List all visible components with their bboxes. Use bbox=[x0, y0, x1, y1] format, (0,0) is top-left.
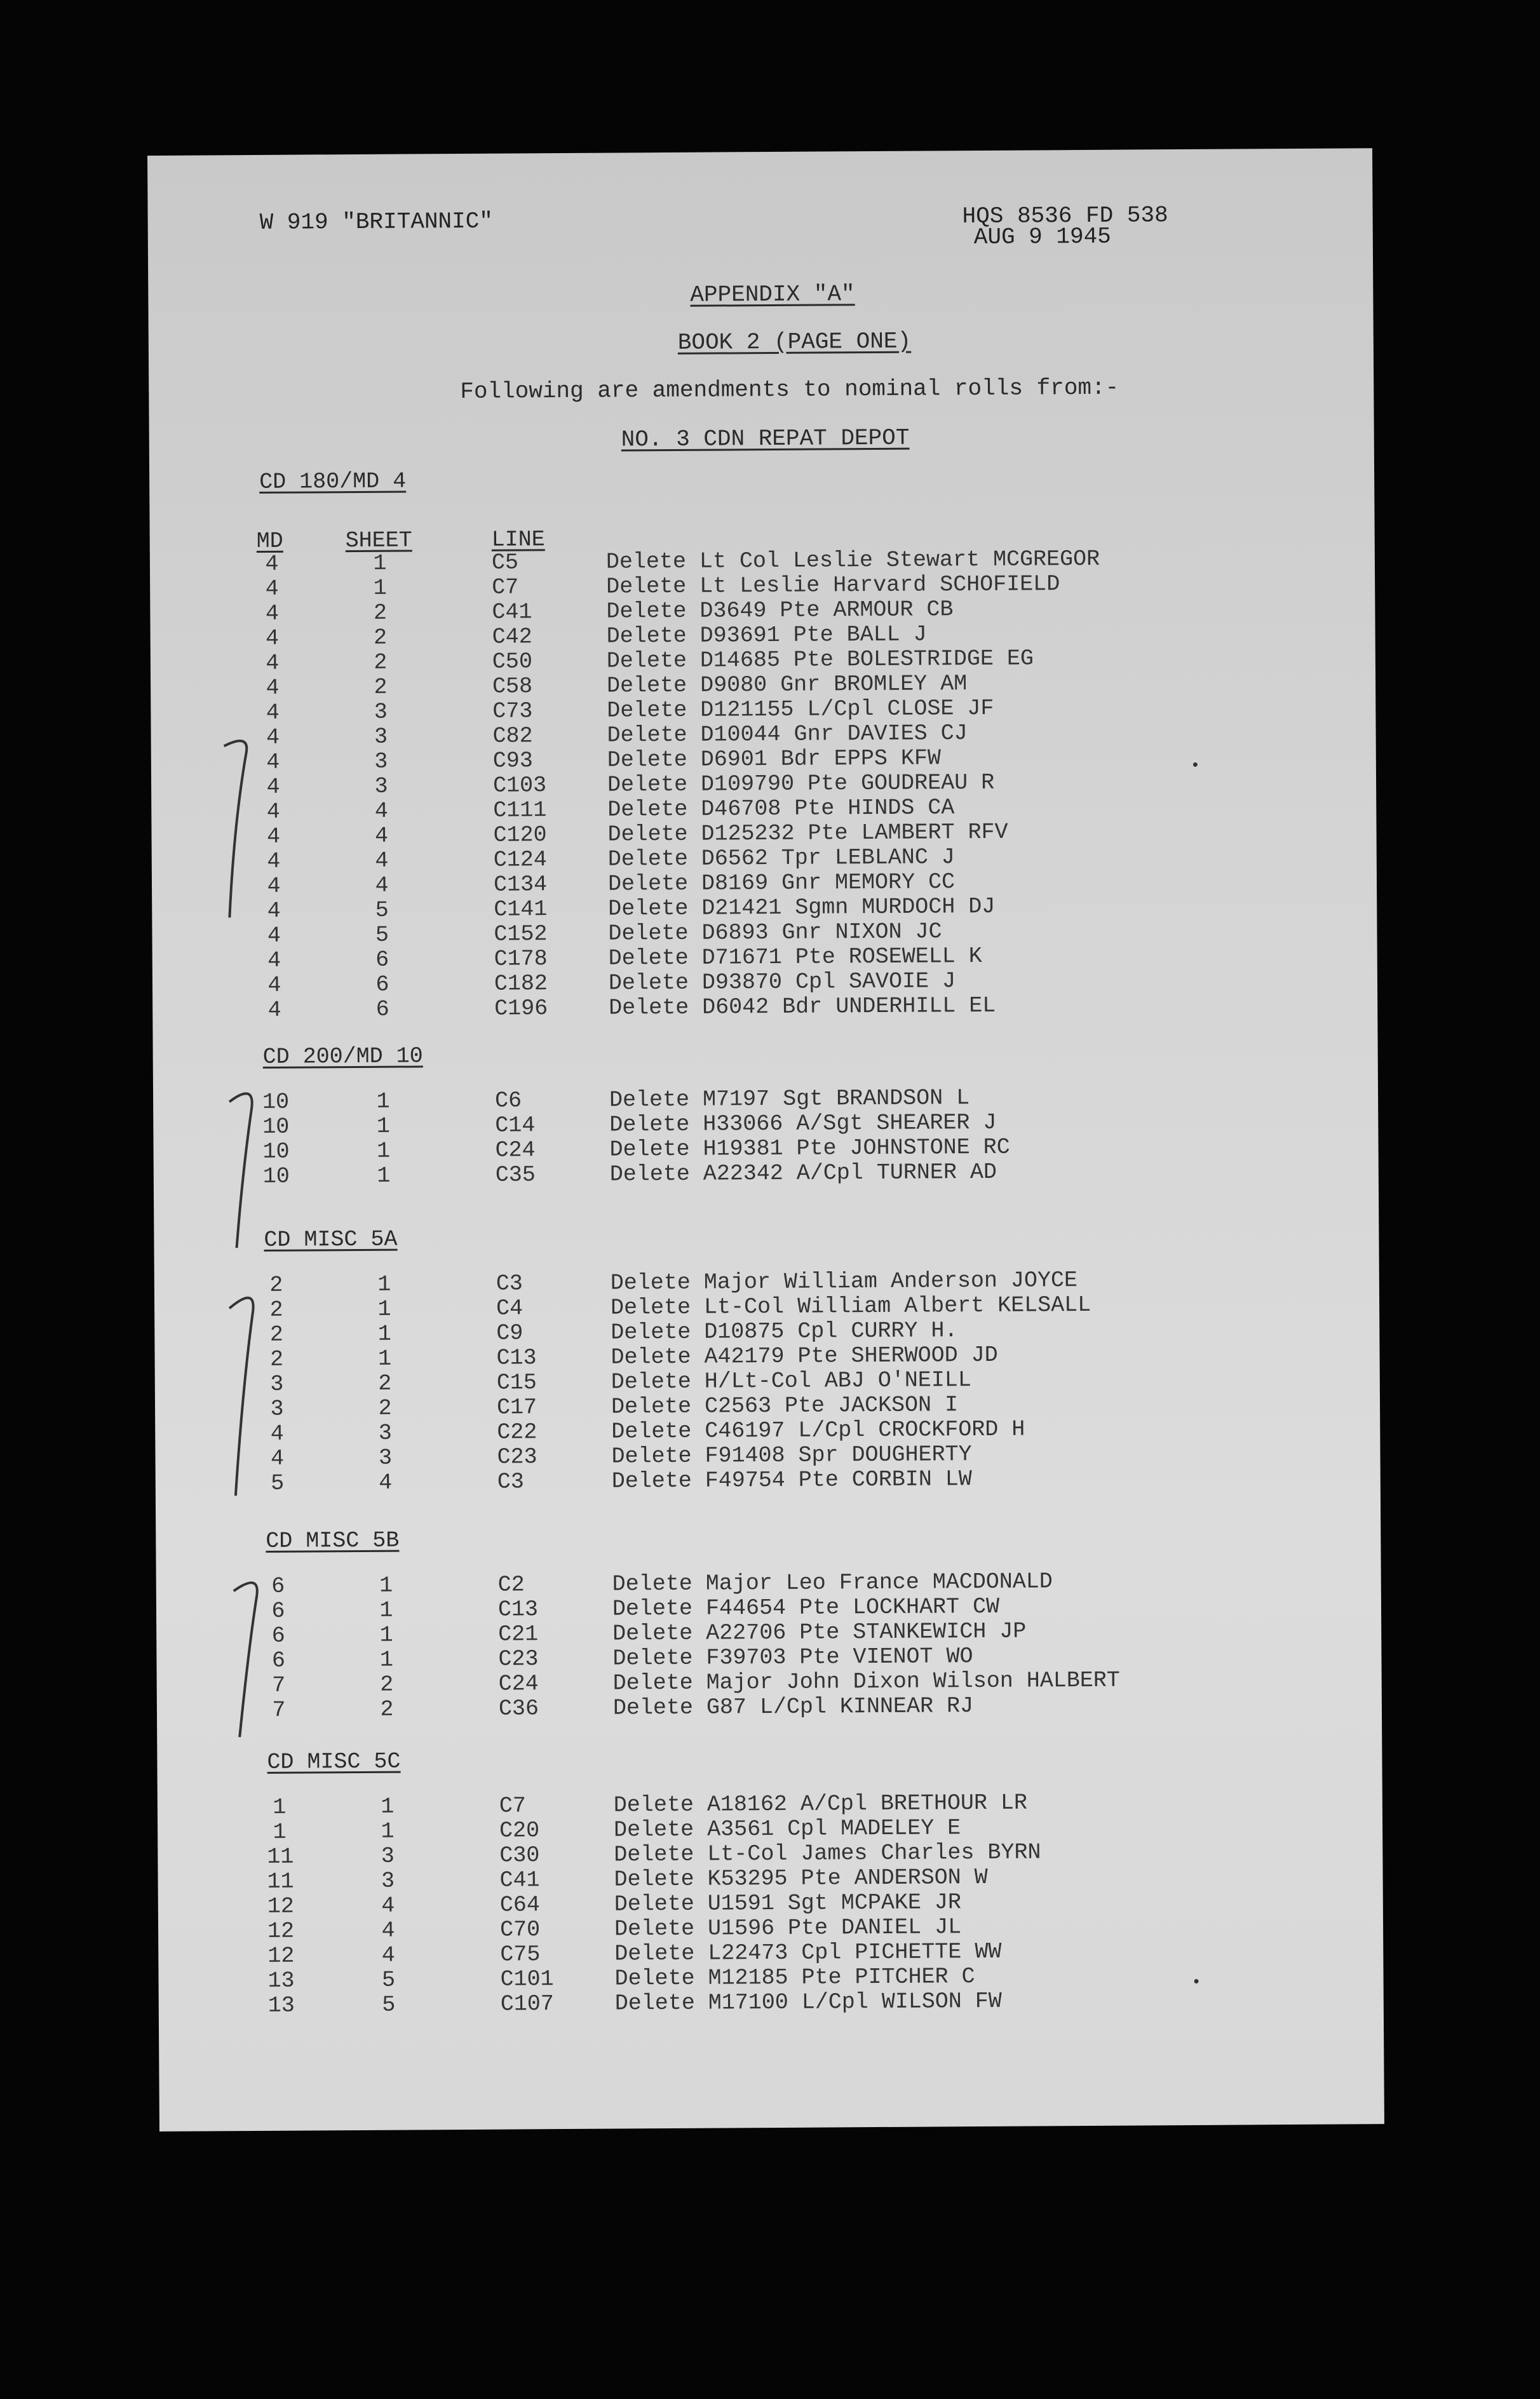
amendment-text: Delete F39703 Pte VIENOT WO bbox=[612, 1644, 973, 1672]
sheet-cell: 4 bbox=[374, 798, 388, 824]
md-cell: 2 bbox=[269, 1346, 284, 1372]
amendment-text: Delete A18162 A/Cpl BRETHOUR LR bbox=[613, 1790, 1028, 1818]
line-cell: C9 bbox=[496, 1320, 523, 1346]
line-cell: C124 bbox=[493, 847, 547, 873]
sheet-cell: 4 bbox=[375, 872, 389, 898]
header-reference: HQS 8536 FD 538 bbox=[962, 202, 1168, 230]
sheet-cell: 2 bbox=[378, 1395, 392, 1421]
md-cell: 6 bbox=[271, 1598, 285, 1624]
md-cell: 4 bbox=[266, 724, 280, 750]
handwritten-check-marks bbox=[189, 727, 271, 1808]
paper-speck bbox=[1193, 762, 1198, 767]
sheet-cell: 3 bbox=[378, 1420, 392, 1446]
md-cell: 10 bbox=[262, 1089, 290, 1115]
amendment-text: Delete D6042 Bdr UNDERHILL EL bbox=[609, 992, 996, 1021]
line-cell: C134 bbox=[493, 872, 548, 898]
md-cell: 13 bbox=[267, 1968, 295, 1994]
line-cell: C5 bbox=[491, 550, 519, 576]
md-cell: 4 bbox=[266, 799, 280, 825]
line-cell: C141 bbox=[494, 896, 548, 922]
md-cell: 13 bbox=[267, 1992, 295, 2018]
sheet-cell: 1 bbox=[376, 1088, 390, 1114]
sheet-cell: 2 bbox=[374, 649, 388, 675]
line-cell: C152 bbox=[494, 921, 548, 947]
amendment-text: Delete D93691 Pte BALL J bbox=[606, 621, 927, 649]
amendment-text: Delete U1596 Pte DANIEL JL bbox=[614, 1914, 962, 1942]
md-cell: 6 bbox=[271, 1623, 285, 1649]
amendment-text: Delete D71671 Pte ROSEWELL K bbox=[608, 943, 982, 971]
amendment-text: Delete Lt Leslie Harvard SCHOFIELD bbox=[606, 571, 1060, 600]
amendment-text: Delete M7197 Sgt BRANDSON L bbox=[609, 1085, 970, 1113]
md-cell: 4 bbox=[266, 650, 280, 676]
sheet-cell: 1 bbox=[379, 1622, 393, 1648]
line-cell: C103 bbox=[492, 773, 547, 799]
amendment-text: Delete Major William Anderson JOYCE bbox=[610, 1267, 1078, 1296]
amendment-text: Delete M12185 Pte PITCHER C bbox=[614, 1964, 975, 1992]
line-cell: C64 bbox=[499, 1892, 540, 1918]
md-cell: 11 bbox=[267, 1869, 294, 1895]
md-cell: 10 bbox=[262, 1114, 290, 1140]
line-cell: C13 bbox=[497, 1597, 539, 1623]
md-cell: 4 bbox=[267, 848, 281, 874]
line-cell: C120 bbox=[493, 822, 547, 848]
line-cell: C41 bbox=[499, 1867, 540, 1893]
book-title: BOOK 2 (PAGE ONE) bbox=[677, 328, 912, 356]
line-cell: C22 bbox=[497, 1419, 537, 1445]
amendment-text: Delete H/Lt-Col ABJ O'NEILL bbox=[611, 1367, 972, 1395]
amendment-text: Delete D10044 Gnr DAVIES CJ bbox=[607, 720, 968, 748]
line-cell: C7 bbox=[492, 574, 519, 600]
sheet-cell: 6 bbox=[375, 996, 389, 1022]
section-title: CD MISC 5A bbox=[264, 1226, 398, 1253]
amendment-text: Delete G87 L/Cpl KINNEAR RJ bbox=[612, 1693, 974, 1721]
sheet-cell: 1 bbox=[377, 1296, 391, 1322]
header-left: W 919 "BRITANNIC" bbox=[259, 208, 494, 236]
sheet-cell: 2 bbox=[374, 625, 388, 651]
sheet-cell: 3 bbox=[378, 1445, 393, 1471]
line-cell: C101 bbox=[500, 1966, 554, 1992]
column-header-sheet: SHEET bbox=[345, 527, 412, 554]
md-cell: 2 bbox=[269, 1321, 283, 1348]
amendment-text: Delete D3649 Pte ARMOUR CB bbox=[606, 597, 954, 625]
sheet-cell: 5 bbox=[382, 1992, 396, 2018]
amendment-text: Delete Major John Dixon Wilson HALBERT bbox=[612, 1667, 1120, 1696]
md-cell: 12 bbox=[267, 1943, 295, 1969]
amendment-text: Delete L22473 Cpl PICHETTE WW bbox=[614, 1938, 1002, 1967]
line-cell: C24 bbox=[498, 1671, 539, 1697]
md-cell: 4 bbox=[267, 922, 281, 949]
amendment-text: Delete D21421 Sgmn MURDOCH DJ bbox=[608, 893, 996, 922]
sheet-cell: 3 bbox=[374, 773, 388, 799]
amendment-text: Delete Major Leo France MACDONALD bbox=[612, 1569, 1053, 1597]
md-cell: 10 bbox=[262, 1139, 290, 1165]
md-cell: 4 bbox=[265, 576, 279, 602]
depot-title: NO. 3 CDN REPAT DEPOT bbox=[621, 424, 910, 453]
amendment-text: Delete C46197 L/Cpl CROCKFORD H bbox=[611, 1416, 1025, 1445]
section-title: CD MISC 5C bbox=[267, 1748, 401, 1775]
sheet-cell: 4 bbox=[379, 1470, 393, 1496]
amendment-text: Delete A22342 A/Cpl TURNER AD bbox=[609, 1159, 997, 1187]
sheet-cell: 1 bbox=[379, 1572, 393, 1598]
sheet-cell: 6 bbox=[375, 947, 389, 973]
sheet-cell: 1 bbox=[379, 1597, 393, 1623]
md-cell: 4 bbox=[270, 1421, 284, 1447]
md-cell: 4 bbox=[266, 625, 280, 651]
amendment-text: Delete F91408 Spr DOUGHERTY bbox=[611, 1442, 972, 1470]
sheet-cell: 3 bbox=[374, 699, 388, 725]
section-title: CD 200/MD 10 bbox=[262, 1043, 423, 1070]
md-cell: 4 bbox=[266, 774, 280, 800]
sheet-cell: 1 bbox=[381, 1794, 395, 1820]
line-cell: C3 bbox=[497, 1469, 524, 1495]
sheet-cell: 1 bbox=[377, 1271, 391, 1297]
amendment-text: Delete K53295 Pte ANDERSON W bbox=[614, 1864, 988, 1893]
sheet-cell: 1 bbox=[377, 1163, 391, 1189]
amendment-text: Delete A22706 Pte STANKEWICH JP bbox=[612, 1618, 1027, 1647]
sheet-cell: 6 bbox=[375, 971, 389, 997]
sheet-cell: 1 bbox=[373, 550, 387, 576]
amendment-text: Delete U1591 Sgt MCPAKE JR bbox=[614, 1889, 962, 1917]
sheet-cell: 1 bbox=[373, 575, 387, 601]
amendment-text: Delete H33066 A/Sgt SHEARER J bbox=[609, 1109, 997, 1138]
md-cell: 7 bbox=[272, 1697, 286, 1723]
sheet-cell: 2 bbox=[380, 1672, 394, 1698]
sheet-cell: 3 bbox=[381, 1868, 395, 1894]
line-cell: C82 bbox=[492, 723, 533, 749]
line-cell: C23 bbox=[498, 1646, 539, 1672]
md-cell: 2 bbox=[269, 1272, 283, 1298]
sheet-cell: 5 bbox=[375, 897, 389, 923]
md-cell: 4 bbox=[265, 551, 279, 577]
line-cell: C41 bbox=[492, 599, 532, 625]
md-cell: 3 bbox=[270, 1396, 284, 1422]
line-cell: C35 bbox=[495, 1162, 536, 1188]
sheet-cell: 1 bbox=[376, 1113, 390, 1139]
document-page bbox=[147, 148, 1384, 2132]
amendment-text: Delete D109790 Pte GOUDREAU R bbox=[607, 769, 995, 798]
line-cell: C111 bbox=[493, 797, 547, 823]
sheet-cell: 4 bbox=[381, 1917, 395, 1943]
line-cell: C3 bbox=[496, 1271, 523, 1297]
md-cell: 4 bbox=[266, 823, 281, 849]
sheet-cell: 2 bbox=[380, 1696, 394, 1722]
sheet-cell: 2 bbox=[374, 674, 388, 700]
column-header-line: LINE bbox=[491, 527, 545, 553]
md-cell: 11 bbox=[267, 1844, 294, 1870]
column-header-md: MD bbox=[256, 528, 283, 554]
md-cell: 3 bbox=[270, 1371, 284, 1397]
md-cell: 4 bbox=[265, 600, 280, 626]
md-cell: 7 bbox=[272, 1672, 286, 1698]
md-cell: 10 bbox=[262, 1163, 290, 1189]
md-cell: 1 bbox=[273, 1794, 287, 1820]
section-title: CD MISC 5B bbox=[266, 1527, 400, 1554]
md-cell: 2 bbox=[269, 1297, 283, 1323]
amendment-text: Delete Lt-Col James Charles BYRN bbox=[614, 1839, 1041, 1868]
md-cell: 4 bbox=[266, 699, 280, 726]
md-cell: 4 bbox=[267, 873, 281, 899]
md-cell: 5 bbox=[271, 1470, 285, 1496]
line-cell: C73 bbox=[492, 698, 533, 724]
md-cell: 4 bbox=[267, 997, 281, 1023]
md-cell: 4 bbox=[266, 675, 280, 701]
intro-text: Following are amendments to nominal rolls from:- bbox=[460, 374, 1119, 405]
line-cell: C7 bbox=[499, 1793, 527, 1819]
header-date: AUG 9 1945 bbox=[973, 223, 1111, 251]
line-cell: C14 bbox=[495, 1112, 536, 1139]
paper-speck bbox=[1194, 1979, 1199, 1983]
amendment-text: Delete F44654 Pte LOCKHART CW bbox=[612, 1593, 1000, 1622]
line-cell: C93 bbox=[492, 748, 533, 774]
amendment-text: Delete C2563 Pte JACKSON I bbox=[611, 1392, 959, 1420]
line-cell: C196 bbox=[494, 996, 548, 1022]
sheet-cell: 1 bbox=[379, 1647, 394, 1673]
md-cell: 6 bbox=[271, 1647, 286, 1673]
line-cell: C15 bbox=[496, 1370, 537, 1396]
amendment-text: Delete D6562 Tpr LEBLANC J bbox=[607, 844, 955, 872]
sheet-cell: 3 bbox=[374, 724, 388, 750]
line-cell: C13 bbox=[496, 1345, 537, 1371]
line-cell: C23 bbox=[497, 1444, 537, 1470]
section-title: CD 180/MD 4 bbox=[259, 468, 407, 495]
sheet-cell: 3 bbox=[381, 1843, 395, 1869]
line-cell: C6 bbox=[494, 1088, 522, 1114]
sheet-cell: 4 bbox=[381, 1942, 395, 1968]
md-cell: 6 bbox=[271, 1573, 285, 1599]
line-cell: C107 bbox=[500, 1991, 554, 2017]
amendment-text: Delete Lt-Col William Albert KELSALL bbox=[610, 1292, 1091, 1321]
amendment-text: Delete D14685 Pte BOLESTRIDGE EG bbox=[606, 645, 1034, 674]
sheet-cell: 4 bbox=[381, 1893, 395, 1919]
sheet-cell: 1 bbox=[381, 1818, 395, 1844]
md-cell: 4 bbox=[266, 749, 280, 775]
sheet-cell: 4 bbox=[375, 848, 389, 874]
md-cell: 12 bbox=[267, 1893, 294, 1919]
amendment-text: Delete A42179 Pte SHERWOOD JD bbox=[611, 1342, 998, 1370]
amendment-text: Delete D9080 Gnr BROMLEY AM bbox=[606, 671, 968, 699]
sheet-cell: 5 bbox=[381, 1967, 396, 1993]
appendix-title: APPENDIX "A" bbox=[690, 281, 855, 308]
md-cell: 1 bbox=[273, 1819, 287, 1845]
md-cell: 4 bbox=[267, 947, 281, 973]
sheet-cell: 2 bbox=[378, 1370, 392, 1396]
amendment-text: Delete D121155 L/Cpl CLOSE JF bbox=[607, 695, 994, 724]
amendment-text: Delete H19381 Pte JOHNSTONE RC bbox=[609, 1134, 1010, 1163]
sheet-cell: 1 bbox=[377, 1321, 391, 1347]
amendment-text: Delete D10875 Cpl CURRY H. bbox=[611, 1318, 958, 1346]
line-cell: C4 bbox=[496, 1295, 523, 1321]
md-cell: 12 bbox=[267, 1918, 295, 1944]
line-cell: C70 bbox=[499, 1917, 541, 1943]
md-cell: 4 bbox=[267, 972, 281, 998]
line-cell: C24 bbox=[495, 1137, 536, 1163]
md-cell: 4 bbox=[267, 898, 281, 924]
sheet-cell: 3 bbox=[374, 748, 388, 774]
amendment-text: Delete F49754 Pte CORBIN LW bbox=[611, 1466, 972, 1494]
amendment-text: Delete D125232 Pte LAMBERT RFV bbox=[607, 819, 1008, 848]
sheet-cell: 4 bbox=[374, 823, 389, 849]
line-cell: C30 bbox=[499, 1842, 540, 1869]
amendment-text: Delete A3561 Cpl MADELEY E bbox=[613, 1815, 961, 1843]
line-cell: C17 bbox=[496, 1395, 537, 1421]
line-cell: C2 bbox=[497, 1572, 525, 1598]
sheet-cell: 1 bbox=[377, 1346, 392, 1372]
sheet-cell: 5 bbox=[375, 922, 389, 948]
amendment-text: Delete D6893 Gnr NIXON JC bbox=[608, 919, 942, 947]
md-cell: 4 bbox=[270, 1445, 285, 1471]
line-cell: C182 bbox=[494, 971, 548, 997]
amendment-text: Delete D6901 Bdr EPPS KFW bbox=[607, 745, 942, 773]
amendment-text: Delete D46708 Pte HINDS CA bbox=[607, 795, 955, 823]
line-cell: C58 bbox=[492, 673, 533, 699]
amendment-text: Delete D8169 Gnr MEMORY CC bbox=[607, 869, 956, 897]
amendment-text: Delete Lt Col Leslie Stewart MCGREGOR bbox=[605, 546, 1100, 575]
sheet-cell: 1 bbox=[376, 1138, 391, 1164]
line-cell: C20 bbox=[499, 1818, 540, 1844]
line-cell: C178 bbox=[494, 946, 548, 972]
line-cell: C36 bbox=[498, 1696, 539, 1722]
line-cell: C42 bbox=[492, 624, 532, 650]
line-cell: C50 bbox=[492, 649, 533, 675]
line-cell: C75 bbox=[500, 1942, 541, 1968]
amendment-text: Delete D93870 Cpl SAVOIE J bbox=[608, 968, 956, 996]
amendment-text: Delete M17100 L/Cpl WILSON FW bbox=[614, 1988, 1003, 2017]
line-cell: C21 bbox=[498, 1621, 539, 1647]
sheet-cell: 2 bbox=[373, 600, 388, 626]
